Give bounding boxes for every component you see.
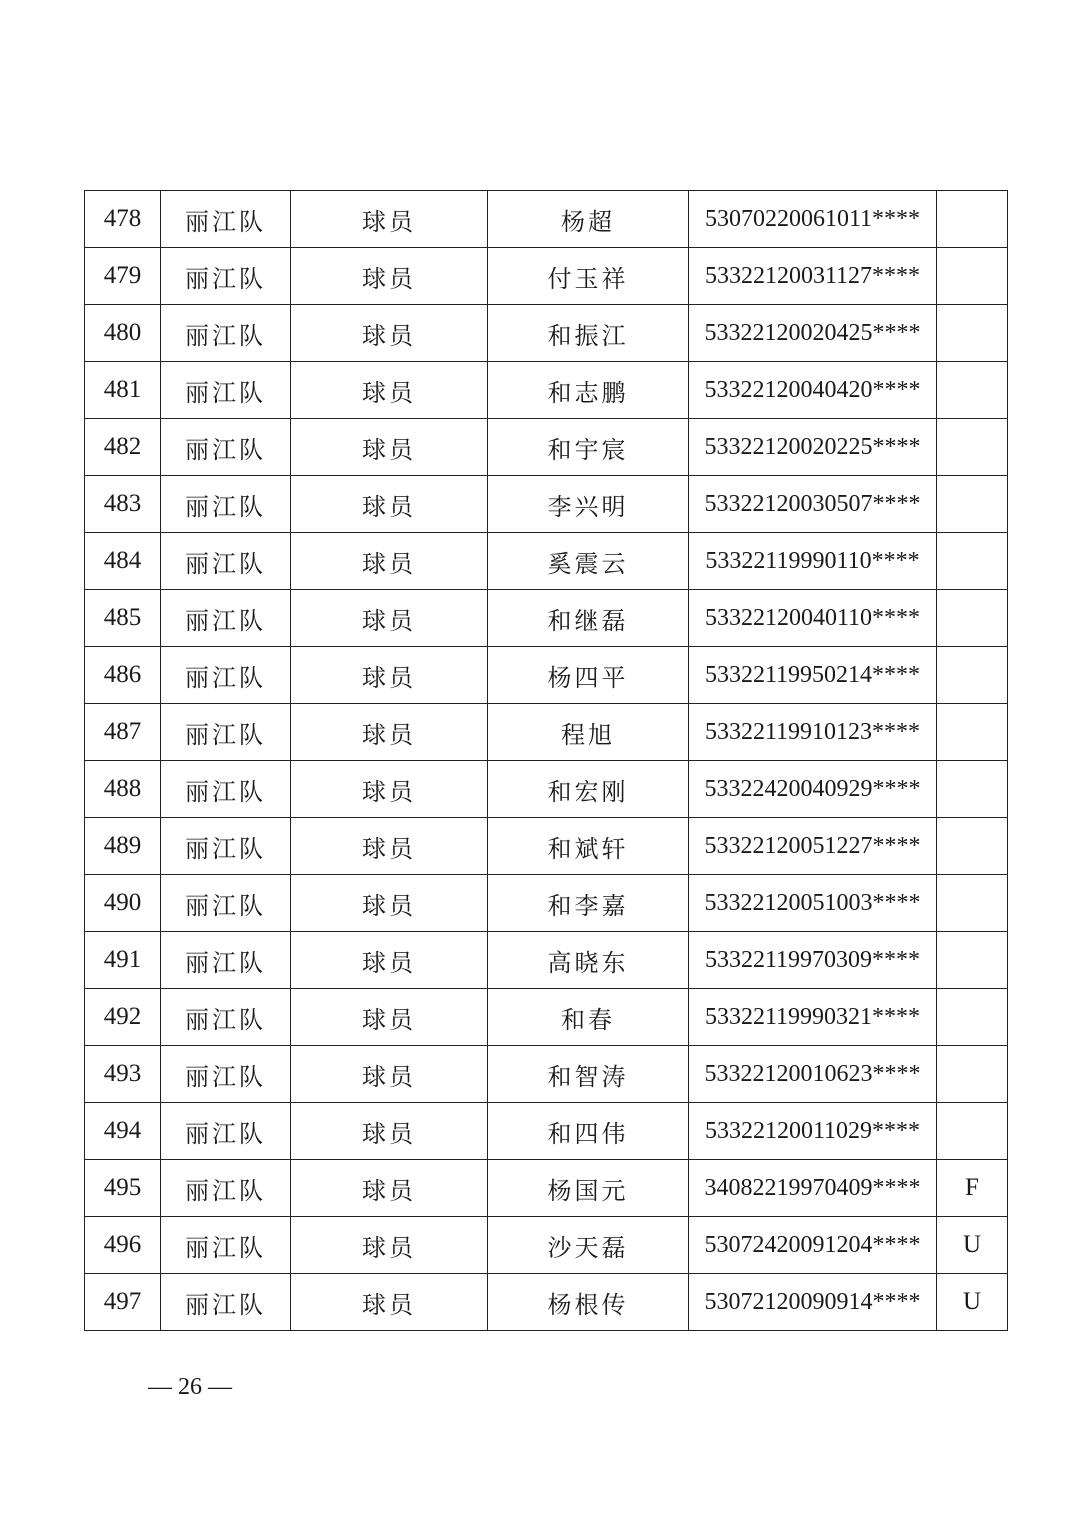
table-row bbox=[85, 1103, 1008, 1160]
team-name-cell: 丽江队 bbox=[161, 191, 291, 248]
player-name-cell: 和志鹏 bbox=[488, 362, 689, 419]
table-row bbox=[85, 647, 1008, 704]
role-cell: 球员 bbox=[291, 647, 488, 704]
role-cell: 球员 bbox=[291, 1217, 488, 1274]
row-number-cell: 485 bbox=[85, 590, 161, 647]
team-name-cell: 丽江队 bbox=[161, 1160, 291, 1217]
table-row bbox=[85, 191, 1008, 248]
team-name-cell: 丽江队 bbox=[161, 476, 291, 533]
row-number-cell: 478 bbox=[85, 191, 161, 248]
role-cell: 球员 bbox=[291, 305, 488, 362]
player-name-cell: 和振江 bbox=[488, 305, 689, 362]
role-cell: 球员 bbox=[291, 362, 488, 419]
page-number: — 26 — bbox=[148, 1374, 232, 1400]
table-row bbox=[85, 932, 1008, 989]
team-name-cell: 丽江队 bbox=[161, 818, 291, 875]
role-cell: 球员 bbox=[291, 1103, 488, 1160]
note-cell bbox=[937, 704, 1008, 761]
table-row bbox=[85, 989, 1008, 1046]
id-number-cell: 53322119990110**** bbox=[689, 533, 937, 590]
id-number-cell: 53322120040110**** bbox=[689, 590, 937, 647]
id-number-cell: 53322120010623**** bbox=[689, 1046, 937, 1103]
table-row bbox=[85, 533, 1008, 590]
role-cell: 球员 bbox=[291, 1046, 488, 1103]
player-name-cell: 程旭 bbox=[488, 704, 689, 761]
row-number-cell: 496 bbox=[85, 1217, 161, 1274]
note-cell bbox=[937, 761, 1008, 818]
note-cell: F bbox=[937, 1160, 1008, 1217]
row-number-cell: 493 bbox=[85, 1046, 161, 1103]
id-number-cell: 53322119910123**** bbox=[689, 704, 937, 761]
row-number-cell: 479 bbox=[85, 248, 161, 305]
role-cell: 球员 bbox=[291, 818, 488, 875]
team-name-cell: 丽江队 bbox=[161, 1274, 291, 1331]
table-row bbox=[85, 419, 1008, 476]
table-row bbox=[85, 476, 1008, 533]
role-cell: 球员 bbox=[291, 419, 488, 476]
role-cell: 球员 bbox=[291, 1274, 488, 1331]
player-name-cell: 高晓东 bbox=[488, 932, 689, 989]
player-name-cell: 和宏刚 bbox=[488, 761, 689, 818]
note-cell bbox=[937, 476, 1008, 533]
row-number-cell: 497 bbox=[85, 1274, 161, 1331]
note-cell bbox=[937, 1103, 1008, 1160]
player-name-cell: 杨国元 bbox=[488, 1160, 689, 1217]
note-cell bbox=[937, 191, 1008, 248]
id-number-cell: 53322120020225**** bbox=[689, 419, 937, 476]
team-name-cell: 丽江队 bbox=[161, 875, 291, 932]
id-number-cell: 53322120011029**** bbox=[689, 1103, 937, 1160]
roster-body bbox=[85, 191, 1008, 1331]
player-name-cell: 和李嘉 bbox=[488, 875, 689, 932]
row-number-cell: 491 bbox=[85, 932, 161, 989]
team-name-cell: 丽江队 bbox=[161, 989, 291, 1046]
note-cell bbox=[937, 818, 1008, 875]
role-cell: 球员 bbox=[291, 932, 488, 989]
note-cell bbox=[937, 362, 1008, 419]
id-number-cell: 53322120031127**** bbox=[689, 248, 937, 305]
team-name-cell: 丽江队 bbox=[161, 362, 291, 419]
player-name-cell: 李兴明 bbox=[488, 476, 689, 533]
table-row bbox=[85, 1274, 1008, 1331]
role-cell: 球员 bbox=[291, 989, 488, 1046]
note-cell bbox=[937, 932, 1008, 989]
table-row bbox=[85, 362, 1008, 419]
note-cell bbox=[937, 647, 1008, 704]
team-name-cell: 丽江队 bbox=[161, 647, 291, 704]
note-cell bbox=[937, 533, 1008, 590]
table-row bbox=[85, 875, 1008, 932]
player-name-cell: 沙天磊 bbox=[488, 1217, 689, 1274]
id-number-cell: 53322120020425**** bbox=[689, 305, 937, 362]
row-number-cell: 483 bbox=[85, 476, 161, 533]
id-number-cell: 53322420040929**** bbox=[689, 761, 937, 818]
row-number-cell: 495 bbox=[85, 1160, 161, 1217]
id-number-cell: 53322119990321**** bbox=[689, 989, 937, 1046]
row-number-cell: 487 bbox=[85, 704, 161, 761]
team-name-cell: 丽江队 bbox=[161, 419, 291, 476]
table-row bbox=[85, 1160, 1008, 1217]
id-number-cell: 53322120040420**** bbox=[689, 362, 937, 419]
id-number-cell: 34082219970409**** bbox=[689, 1160, 937, 1217]
role-cell: 球员 bbox=[291, 761, 488, 818]
player-name-cell: 和四伟 bbox=[488, 1103, 689, 1160]
team-name-cell: 丽江队 bbox=[161, 590, 291, 647]
table-row bbox=[85, 704, 1008, 761]
player-name-cell: 和继磊 bbox=[488, 590, 689, 647]
row-number-cell: 494 bbox=[85, 1103, 161, 1160]
player-name-cell: 杨根传 bbox=[488, 1274, 689, 1331]
id-number-cell: 53322119970309**** bbox=[689, 932, 937, 989]
team-name-cell: 丽江队 bbox=[161, 1103, 291, 1160]
roster-table bbox=[84, 190, 1008, 1331]
team-name-cell: 丽江队 bbox=[161, 932, 291, 989]
player-name-cell: 和智涛 bbox=[488, 1046, 689, 1103]
player-name-cell: 杨超 bbox=[488, 191, 689, 248]
team-name-cell: 丽江队 bbox=[161, 305, 291, 362]
role-cell: 球员 bbox=[291, 875, 488, 932]
table-row bbox=[85, 1046, 1008, 1103]
note-cell bbox=[937, 305, 1008, 362]
role-cell: 球员 bbox=[291, 590, 488, 647]
note-cell bbox=[937, 248, 1008, 305]
id-number-cell: 53072420091204**** bbox=[689, 1217, 937, 1274]
row-number-cell: 489 bbox=[85, 818, 161, 875]
table-row bbox=[85, 248, 1008, 305]
note-cell bbox=[937, 875, 1008, 932]
role-cell: 球员 bbox=[291, 704, 488, 761]
team-name-cell: 丽江队 bbox=[161, 1046, 291, 1103]
table-row bbox=[85, 590, 1008, 647]
player-name-cell: 和宇宸 bbox=[488, 419, 689, 476]
role-cell: 球员 bbox=[291, 191, 488, 248]
player-name-cell: 和斌轩 bbox=[488, 818, 689, 875]
note-cell bbox=[937, 989, 1008, 1046]
player-name-cell: 和春 bbox=[488, 989, 689, 1046]
table-row bbox=[85, 1217, 1008, 1274]
note-cell bbox=[937, 1046, 1008, 1103]
note-cell: U bbox=[937, 1274, 1008, 1331]
row-number-cell: 484 bbox=[85, 533, 161, 590]
team-name-cell: 丽江队 bbox=[161, 704, 291, 761]
row-number-cell: 492 bbox=[85, 989, 161, 1046]
role-cell: 球员 bbox=[291, 533, 488, 590]
row-number-cell: 481 bbox=[85, 362, 161, 419]
id-number-cell: 53322120051003**** bbox=[689, 875, 937, 932]
row-number-cell: 482 bbox=[85, 419, 161, 476]
note-cell bbox=[937, 590, 1008, 647]
row-number-cell: 490 bbox=[85, 875, 161, 932]
id-number-cell: 53322120051227**** bbox=[689, 818, 937, 875]
id-number-cell: 53070220061011**** bbox=[689, 191, 937, 248]
role-cell: 球员 bbox=[291, 1160, 488, 1217]
player-name-cell: 奚震云 bbox=[488, 533, 689, 590]
team-name-cell: 丽江队 bbox=[161, 761, 291, 818]
team-name-cell: 丽江队 bbox=[161, 1217, 291, 1274]
role-cell: 球员 bbox=[291, 248, 488, 305]
team-name-cell: 丽江队 bbox=[161, 533, 291, 590]
row-number-cell: 486 bbox=[85, 647, 161, 704]
table-row bbox=[85, 761, 1008, 818]
note-cell: U bbox=[937, 1217, 1008, 1274]
table-row bbox=[85, 818, 1008, 875]
table-row bbox=[85, 305, 1008, 362]
id-number-cell: 53322119950214**** bbox=[689, 647, 937, 704]
id-number-cell: 53072120090914**** bbox=[689, 1274, 937, 1331]
role-cell: 球员 bbox=[291, 476, 488, 533]
row-number-cell: 480 bbox=[85, 305, 161, 362]
team-name-cell: 丽江队 bbox=[161, 248, 291, 305]
note-cell bbox=[937, 419, 1008, 476]
player-name-cell: 杨四平 bbox=[488, 647, 689, 704]
id-number-cell: 53322120030507**** bbox=[689, 476, 937, 533]
player-name-cell: 付玉祥 bbox=[488, 248, 689, 305]
row-number-cell: 488 bbox=[85, 761, 161, 818]
